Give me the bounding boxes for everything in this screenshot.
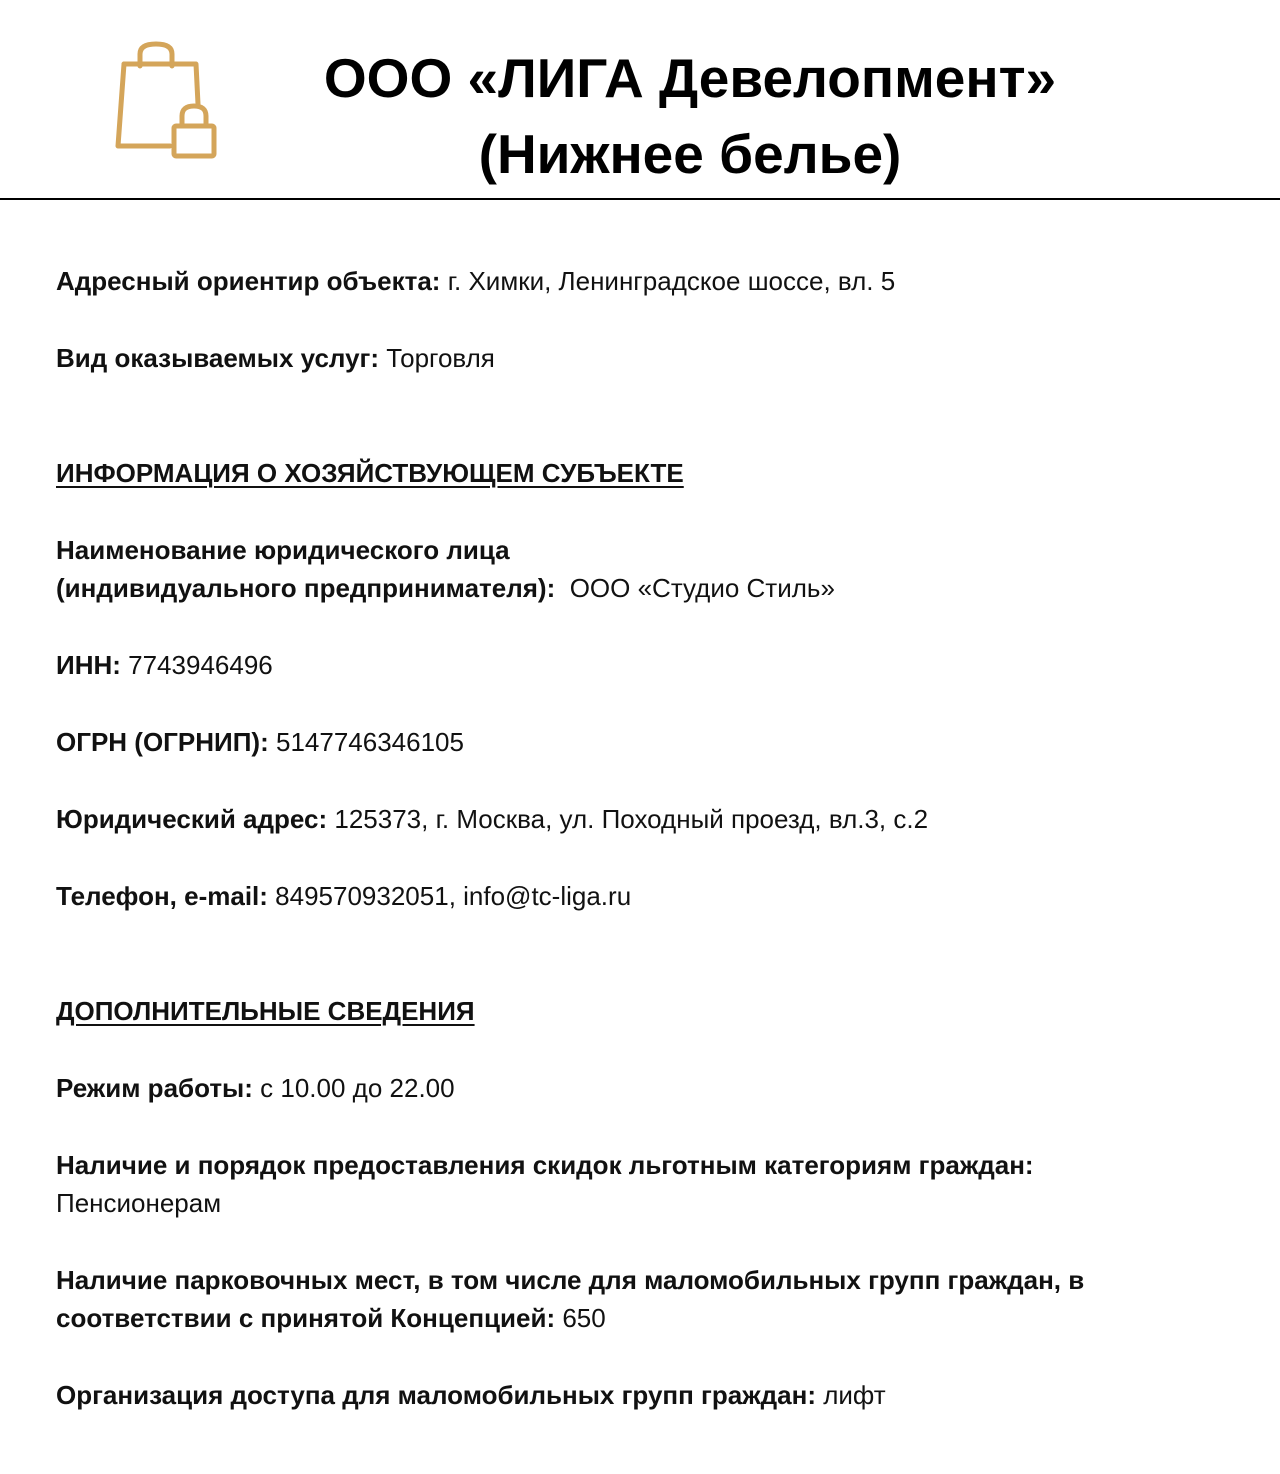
access-label: Организация доступа для маломобильных групп граждан:	[56, 1380, 816, 1410]
entity-section-heading	[56, 454, 1236, 492]
page-title	[230, 40, 1150, 192]
ogrn-value: 5147746346105	[275, 727, 464, 757]
inn-value: 7743946496	[128, 650, 273, 680]
inn-label: ИНН:	[56, 650, 121, 680]
discounts-value: Пенсионерам	[56, 1188, 222, 1218]
entity-name-label-line2: (индивидуального предпринимателя):	[56, 573, 556, 603]
contacts-label: Телефон, e-mail:	[56, 881, 268, 911]
legal-address-row	[56, 800, 1236, 838]
service-row	[56, 339, 1236, 377]
title-line-category: (Нижнее белье)	[478, 123, 902, 185]
discounts-label: Наличие и порядок предоставления скидок льготным категориям граждан:	[56, 1150, 1034, 1180]
parking-value: 650	[562, 1303, 606, 1333]
service-label: Вид оказываемых услуг:	[56, 343, 380, 373]
page-header	[0, 0, 1280, 200]
entity-name-row	[56, 531, 1236, 607]
hours-label: Режим работы:	[56, 1073, 253, 1103]
parking-row	[56, 1261, 1236, 1337]
ogrn-label: ОГРН (ОГРНИП):	[56, 727, 269, 757]
address-value: г. Химки, Ленинградское шоссе, вл. 5	[447, 266, 896, 296]
hours-row	[56, 1069, 1236, 1107]
parking-label-line2: соответствии с принятой Концепцией:	[56, 1303, 556, 1333]
entity-name-value: ООО «Студио Стиль»	[569, 573, 835, 603]
hours-value: с 10.00 до 22.00	[260, 1073, 455, 1103]
parking-label-line1: Наличие парковочных мест, в том числе для маломобильных групп граждан, в	[56, 1265, 1085, 1295]
additional-section-heading	[56, 992, 1236, 1030]
inn-row	[56, 646, 1236, 684]
access-row	[56, 1376, 1236, 1414]
address-label: Адресный ориентир объекта:	[56, 266, 441, 296]
additional-section-title: ДОПОЛНИТЕЛЬНЫЕ СВЕДЕНИЯ	[56, 996, 475, 1026]
title-line-company: ООО «ЛИГА Девелопмент»	[323, 47, 1057, 109]
shopping-bag-lock-icon	[110, 40, 222, 160]
entity-name-label-line1: Наименование юридического лица	[56, 535, 510, 565]
entity-section-title: ИНФОРМАЦИЯ О ХОЗЯЙСТВУЮЩЕМ СУБЪЕКТЕ	[56, 458, 684, 488]
access-value: лифт	[823, 1380, 886, 1410]
contacts-value: 849570932051, info@tc-liga.ru	[275, 881, 632, 911]
address-row	[56, 262, 1236, 300]
legal-address-value: 125373, г. Москва, ул. Походный проезд, вл.3, с.2	[334, 804, 929, 834]
ogrn-row	[56, 723, 1236, 761]
legal-address-label: Юридический адрес:	[56, 804, 328, 834]
contacts-row	[56, 877, 1236, 915]
discounts-row	[56, 1146, 1236, 1222]
document-body	[56, 262, 1236, 1414]
service-value: Торговля	[386, 343, 495, 373]
